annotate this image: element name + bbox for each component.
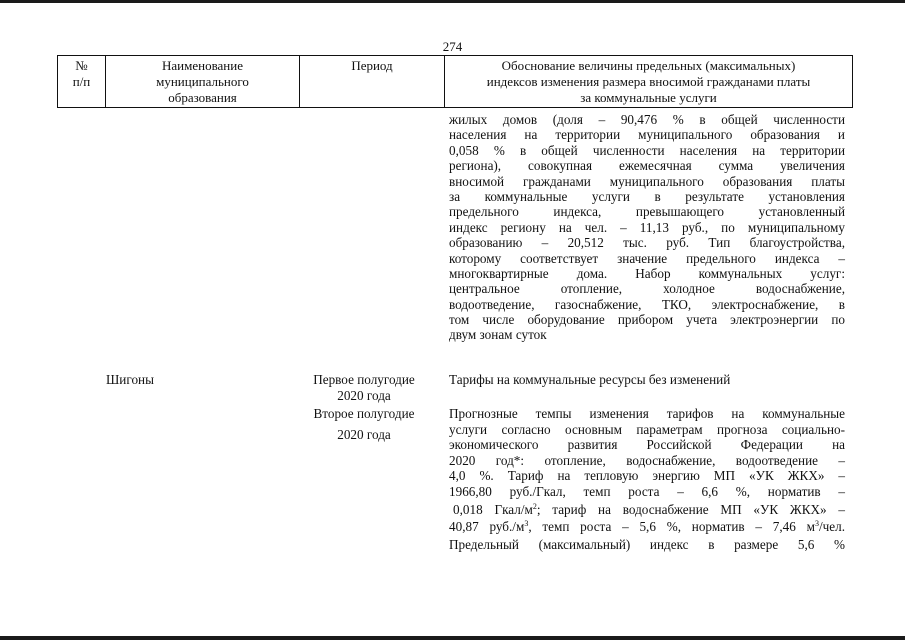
- continued-basis-text: [449, 112, 845, 343]
- bottom-border-rule: [0, 636, 905, 640]
- period-first-half: Первое полугодие 2020 года: [313, 372, 415, 403]
- basis-line-8: 40,87 $руб./м^3$, темп роста – 5,6 %, норматив – 7,46 $м^3$/чел.: [449, 519, 846, 535]
- header-col-period: Период: [300, 56, 445, 107]
- basis-line: жилых домов (доля – 90,476 % в общей численности: [449, 112, 845, 127]
- basis-line: населения на территории муниципального образования и: [449, 127, 845, 143]
- header-col-basis: Обоснование величины предельных (максимальных) индексов изменения размера вносимой гражданами платы за коммунальные услуги: [486, 58, 811, 105]
- basis-second-half: Прогнозные темпы изменения тарифов на коммунальные услуги согласно основным параметрам прогноза социально- экономического развития Российской Федерации на 2020 год*: отопление, водоснабжение, водоотведение – 4,0 %. Тариф на тепловую энергию МП «УК ЖКХ» – 1966,80 руб./Гкал, темп роста – 6,6 %, норматив – 0,018 Гкал/$м^2$; тариф на водоснабжение МП «УК ЖКХ» – 40,87 $руб./м^3$, темп роста – 5,6 %, норматив – 7,46 $м^3$/чел. Предельный (максимальный) индекс в размере 5,6 %: [449, 406, 846, 552]
- basis-line: многоквартирные дома. Набор коммунальных услуг:: [449, 265, 845, 281]
- basis-first-half: Тарифы на коммунальные ресурсы без изменений: [449, 372, 731, 387]
- basis-line: индекс региону на чел. – 11,13 руб., по муниципальному: [449, 219, 845, 235]
- basis-line: предельного индекса, превышающего установленный: [449, 204, 845, 220]
- basis-line: двум зонам суток: [449, 327, 547, 343]
- header-col-municipality: Наименование муниципального образования: [106, 56, 300, 107]
- municipality-name: Шигоны: [106, 372, 154, 387]
- basis-line: региона), совокупная ежемесячная сумма увеличения: [449, 158, 845, 174]
- basis-line: которому соответствует значение предельного индекса –: [449, 250, 845, 266]
- top-border-rule: [0, 0, 905, 3]
- basis-line: вносимой гражданами муниципального образования платы: [449, 173, 845, 189]
- basis-line: образованию – 20,512 тыс. руб. Тип благоустройства,: [449, 235, 845, 251]
- table-header: [57, 55, 853, 108]
- basis-line: центральное отопление, холодное водоснабжение,: [449, 281, 845, 297]
- basis-line: том числе оборудование прибором учета электроэнергии по: [449, 312, 845, 328]
- basis-line: 0,058 % в общей численности населения на территории: [449, 142, 845, 158]
- page-number: 274: [442, 39, 463, 54]
- basis-line: за коммунальные услуги в результате установления: [449, 188, 845, 204]
- period-second-half: Второе полугодие 2020 года: [313, 406, 415, 442]
- header-col-number: № п/п: [58, 56, 106, 107]
- basis-line-7: 0,018 Гкал/$м^2$; тариф на водоснабжение МП «УК ЖКХ» –: [453, 501, 846, 517]
- basis-line: водоотведение, газоснабжение, ТКО, электроснабжение, в: [449, 296, 845, 312]
